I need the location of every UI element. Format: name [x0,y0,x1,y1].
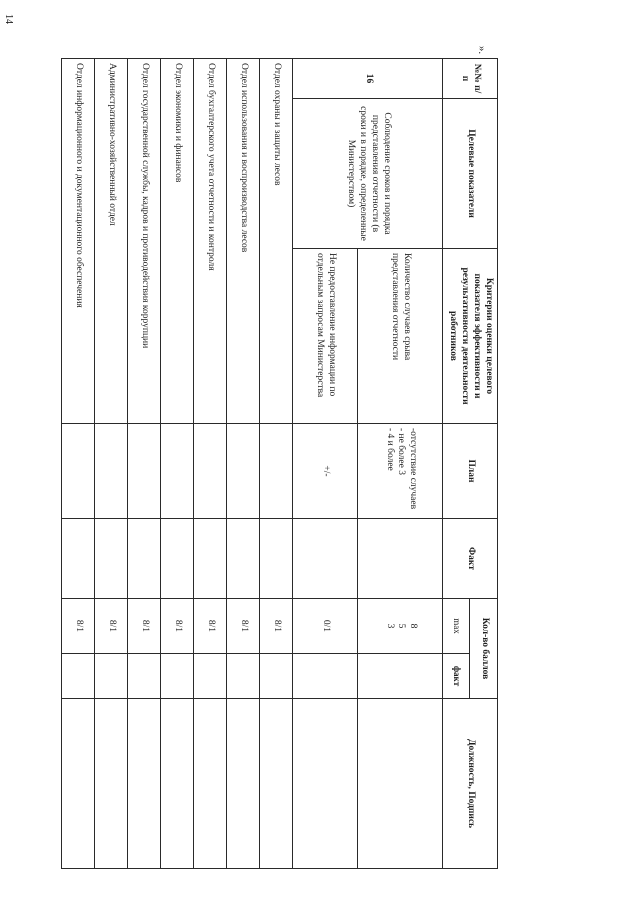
table-sheet [74,58,498,868]
plan-1: -отсутствие случаев - не более 3 - 4 и более [358,424,443,519]
fact-1 [358,519,443,599]
rotated-table-container [74,58,498,868]
department-name: Отдел информационного и документационного обеспечения [62,59,95,424]
department-max: 8/1 [260,599,293,654]
page-number: 14 [3,14,14,24]
department-name: Отдел охраны и защиты лесов [260,59,293,424]
max-1: 8 5 3 [358,599,443,654]
criterion-1: Количество случаев срыва представления отчетности [358,249,443,424]
department-max: 8/1 [128,599,161,654]
criterion-2: Не предоставление информации по отдельным запросам Министерства [293,249,358,424]
department-row [161,59,194,869]
criteria-table [62,58,499,869]
header-max: max [443,599,470,654]
department-row [128,59,161,869]
department-name: Административно-хозяйственный отдел [95,59,128,424]
department-name: Отдел бухгалтерского учета отчетности и контроля [194,59,227,424]
header-targets: Целевые показатели [443,99,498,249]
department-row [62,59,95,869]
department-row [260,59,293,869]
department-max: 8/1 [161,599,194,654]
position-2 [293,699,358,869]
position-1 [358,699,443,869]
department-name: Отдел использования и воспроизводства лесов [227,59,260,424]
plan-2: +/- [293,424,358,519]
department-name: Отдел государственной службы, кадров и противодействия коррупции [128,59,161,424]
closing-quote: ». [476,45,489,55]
department-name: Отдел экономики и финансов [161,59,194,424]
header-points: Кол-во баллов [470,599,498,699]
points-fact-2 [293,654,358,699]
max-2: 0/1 [293,599,358,654]
row-number: 16 [293,59,443,99]
department-max: 8/1 [227,599,260,654]
header-num: №№ п/п [443,59,498,99]
department-row [194,59,227,869]
header-plan: План [443,424,498,519]
header-fact: Факт [443,519,498,599]
department-max: 8/1 [95,599,128,654]
header-row [470,59,498,869]
fact-2 [293,519,358,599]
table-row [358,59,443,869]
department-row [227,59,260,869]
header-points-fact: факт [443,654,470,699]
department-row [95,59,128,869]
department-max: 8/1 [194,599,227,654]
header-criteria: Критерии оценки целевого показателя эффективности и результативности деятельности работников [443,249,498,424]
header-position: Должность, Подпись [443,699,498,869]
points-fact-1 [358,654,443,699]
target-text: Соблюдение сроков и порядка представления отчетности (в сроки и в порядке, определенные Министерством) [293,99,443,249]
department-max: 8/1 [62,599,95,654]
